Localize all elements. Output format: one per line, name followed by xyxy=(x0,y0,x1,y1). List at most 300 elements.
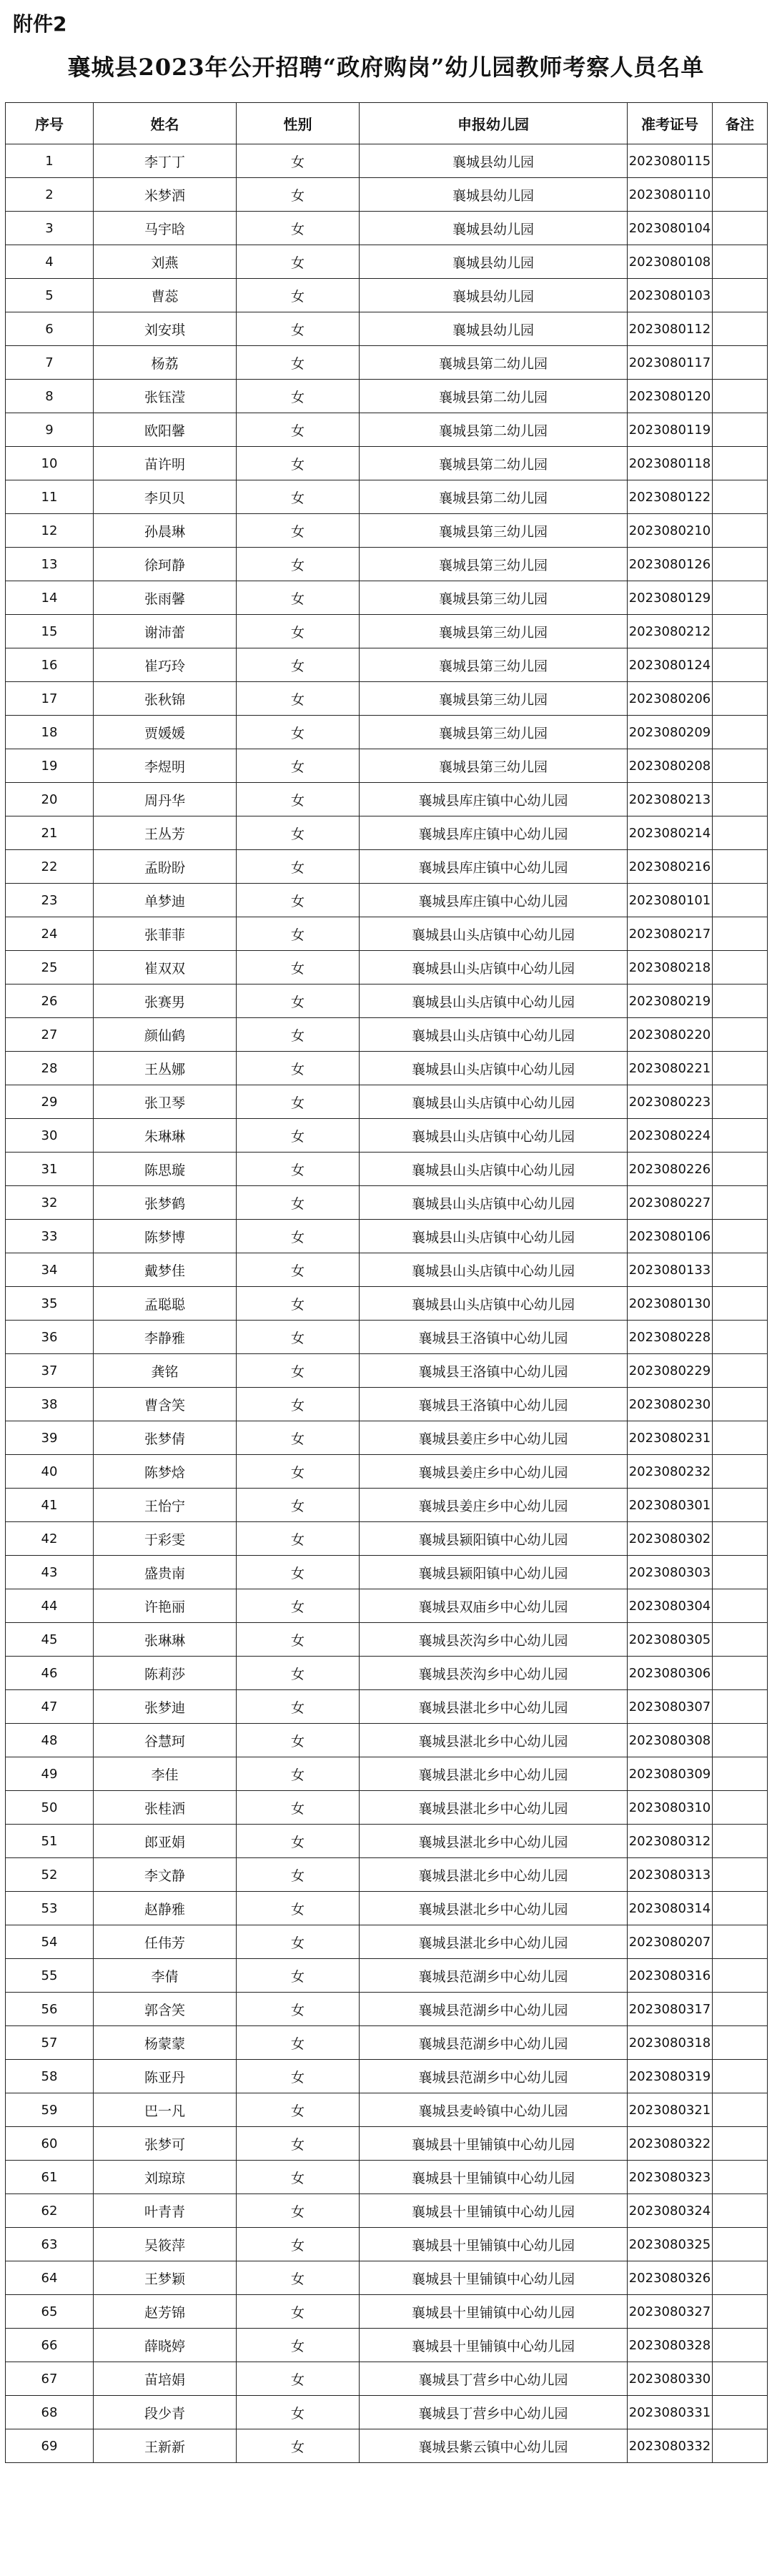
cell-kindergarten: 襄城县幼儿园 xyxy=(360,279,628,312)
table-row xyxy=(6,850,768,884)
cell-remark xyxy=(713,144,768,178)
cell-gender: 女 xyxy=(237,884,360,917)
cell-gender: 女 xyxy=(237,917,360,951)
table-row xyxy=(6,346,768,380)
table-row xyxy=(6,716,768,749)
cell-remark xyxy=(713,1993,768,2026)
cell-name: 赵芳锦 xyxy=(94,2295,237,2329)
cell-remark xyxy=(713,1388,768,1421)
cell-kindergarten: 襄城县王洛镇中心幼儿园 xyxy=(360,1321,628,1354)
table-row xyxy=(6,1220,768,1253)
cell-exam-no: 2023080231 xyxy=(628,1421,713,1455)
cell-gender: 女 xyxy=(237,212,360,245)
cell-index: 61 xyxy=(6,2161,94,2194)
cell-exam-no: 2023080119 xyxy=(628,413,713,447)
cell-name: 周丹华 xyxy=(94,783,237,816)
cell-name: 陈思璇 xyxy=(94,1153,237,1186)
header-gender: 性别 xyxy=(237,103,360,144)
cell-kindergarten: 襄城县第三幼儿园 xyxy=(360,749,628,783)
cell-name: 孟聪聪 xyxy=(94,1287,237,1321)
cell-name: 薛晓婷 xyxy=(94,2329,237,2362)
table-row xyxy=(6,2060,768,2093)
cell-gender: 女 xyxy=(237,447,360,480)
cell-exam-no: 2023080307 xyxy=(628,1690,713,1724)
cell-exam-no: 2023080104 xyxy=(628,212,713,245)
cell-remark xyxy=(713,884,768,917)
cell-index: 19 xyxy=(6,749,94,783)
cell-remark xyxy=(713,1892,768,1925)
cell-name: 张梦倩 xyxy=(94,1421,237,1455)
cell-exam-no: 2023080106 xyxy=(628,1220,713,1253)
cell-gender: 女 xyxy=(237,1388,360,1421)
cell-exam-no: 2023080133 xyxy=(628,1253,713,1287)
cell-gender: 女 xyxy=(237,1724,360,1757)
cell-exam-no: 2023080301 xyxy=(628,1489,713,1522)
cell-index: 10 xyxy=(6,447,94,480)
cell-kindergarten: 襄城县山头店镇中心幼儿园 xyxy=(360,1220,628,1253)
table-row xyxy=(6,2261,768,2295)
cell-name: 刘安琪 xyxy=(94,312,237,346)
cell-gender: 女 xyxy=(237,581,360,615)
table-row xyxy=(6,1052,768,1085)
table-row xyxy=(6,749,768,783)
cell-name: 马宇晗 xyxy=(94,212,237,245)
cell-kindergarten: 襄城县十里铺镇中心幼儿园 xyxy=(360,2127,628,2161)
cell-gender: 女 xyxy=(237,2093,360,2127)
table-row xyxy=(6,548,768,581)
cell-exam-no: 2023080129 xyxy=(628,581,713,615)
cell-remark xyxy=(713,1052,768,1085)
cell-index: 66 xyxy=(6,2329,94,2362)
table-row xyxy=(6,1253,768,1287)
cell-exam-no: 2023080314 xyxy=(628,1892,713,1925)
cell-gender: 女 xyxy=(237,413,360,447)
cell-index: 69 xyxy=(6,2429,94,2463)
cell-gender: 女 xyxy=(237,2127,360,2161)
table-row xyxy=(6,1018,768,1052)
cell-index: 27 xyxy=(6,1018,94,1052)
table-row xyxy=(6,1791,768,1825)
cell-exam-no: 2023080312 xyxy=(628,1825,713,1858)
cell-gender: 女 xyxy=(237,2194,360,2228)
table-row xyxy=(6,1421,768,1455)
table-row xyxy=(6,1690,768,1724)
cell-gender: 女 xyxy=(237,1287,360,1321)
table-row xyxy=(6,615,768,648)
cell-remark xyxy=(713,413,768,447)
cell-remark xyxy=(713,2026,768,2060)
table-row xyxy=(6,1724,768,1757)
cell-kindergarten: 襄城县第三幼儿园 xyxy=(360,514,628,548)
cell-index: 11 xyxy=(6,480,94,514)
cell-remark xyxy=(713,2161,768,2194)
cell-kindergarten: 襄城县十里铺镇中心幼儿园 xyxy=(360,2161,628,2194)
cell-remark xyxy=(713,2396,768,2429)
cell-name: 李丁丁 xyxy=(94,144,237,178)
cell-remark xyxy=(713,1522,768,1556)
cell-index: 15 xyxy=(6,615,94,648)
cell-kindergarten: 襄城县第三幼儿园 xyxy=(360,648,628,682)
cell-exam-no: 2023080306 xyxy=(628,1657,713,1690)
cell-remark xyxy=(713,380,768,413)
cell-index: 41 xyxy=(6,1489,94,1522)
cell-name: 王丛芳 xyxy=(94,816,237,850)
cell-gender: 女 xyxy=(237,1489,360,1522)
cell-kindergarten: 襄城县湛北乡中心幼儿园 xyxy=(360,1858,628,1892)
cell-name: 吴筱萍 xyxy=(94,2228,237,2261)
header-exam-no: 准考证号 xyxy=(628,103,713,144)
cell-name: 李倩 xyxy=(94,1959,237,1993)
document-title: 襄城县2023年公开招聘“政府购岗”幼儿园教师考察人员名单 xyxy=(67,54,705,81)
cell-remark xyxy=(713,1657,768,1690)
cell-index: 36 xyxy=(6,1321,94,1354)
cell-remark xyxy=(713,2194,768,2228)
cell-name: 陈亚丹 xyxy=(94,2060,237,2093)
cell-remark xyxy=(713,1791,768,1825)
table-row xyxy=(6,1757,768,1791)
cell-gender: 女 xyxy=(237,1858,360,1892)
cell-exam-no: 2023080230 xyxy=(628,1388,713,1421)
cell-gender: 女 xyxy=(237,346,360,380)
table-row xyxy=(6,984,768,1018)
cell-exam-no: 2023080228 xyxy=(628,1321,713,1354)
table-row xyxy=(6,1455,768,1489)
cell-name: 郎亚娟 xyxy=(94,1825,237,1858)
table-row xyxy=(6,783,768,816)
cell-index: 44 xyxy=(6,1589,94,1623)
cell-index: 18 xyxy=(6,716,94,749)
cell-index: 68 xyxy=(6,2396,94,2429)
cell-name: 张赛男 xyxy=(94,984,237,1018)
cell-index: 37 xyxy=(6,1354,94,1388)
cell-index: 14 xyxy=(6,581,94,615)
cell-kindergarten: 襄城县库庄镇中心幼儿园 xyxy=(360,816,628,850)
cell-index: 58 xyxy=(6,2060,94,2093)
cell-remark xyxy=(713,1354,768,1388)
cell-exam-no: 2023080209 xyxy=(628,716,713,749)
cell-name: 盛贵南 xyxy=(94,1556,237,1589)
cell-name: 米梦洒 xyxy=(94,178,237,212)
cell-gender: 女 xyxy=(237,2026,360,2060)
cell-gender: 女 xyxy=(237,380,360,413)
cell-index: 62 xyxy=(6,2194,94,2228)
cell-exam-no: 2023080220 xyxy=(628,1018,713,1052)
cell-name: 谷慧珂 xyxy=(94,1724,237,1757)
cell-name: 段少青 xyxy=(94,2396,237,2429)
cell-kindergarten: 襄城县幼儿园 xyxy=(360,212,628,245)
cell-index: 56 xyxy=(6,1993,94,2026)
cell-remark xyxy=(713,245,768,279)
cell-kindergarten: 襄城县山头店镇中心幼儿园 xyxy=(360,984,628,1018)
cell-gender: 女 xyxy=(237,2261,360,2295)
cell-gender: 女 xyxy=(237,514,360,548)
table-body xyxy=(6,144,768,2463)
cell-exam-no: 2023080226 xyxy=(628,1153,713,1186)
cell-gender: 女 xyxy=(237,615,360,648)
cell-index: 13 xyxy=(6,548,94,581)
table-row xyxy=(6,2228,768,2261)
cell-exam-no: 2023080324 xyxy=(628,2194,713,2228)
cell-remark xyxy=(713,1287,768,1321)
cell-kindergarten: 襄城县山头店镇中心幼儿园 xyxy=(360,917,628,951)
table-row xyxy=(6,514,768,548)
cell-exam-no: 2023080309 xyxy=(628,1757,713,1791)
cell-exam-no: 2023080224 xyxy=(628,1119,713,1153)
cell-kindergarten: 襄城县第二幼儿园 xyxy=(360,413,628,447)
cell-kindergarten: 襄城县丁营乡中心幼儿园 xyxy=(360,2362,628,2396)
cell-gender: 女 xyxy=(237,1052,360,1085)
cell-kindergarten: 襄城县茨沟乡中心幼儿园 xyxy=(360,1623,628,1657)
cell-name: 崔双双 xyxy=(94,951,237,984)
cell-index: 40 xyxy=(6,1455,94,1489)
cell-name: 李煜明 xyxy=(94,749,237,783)
cell-remark xyxy=(713,2362,768,2396)
cell-index: 42 xyxy=(6,1522,94,1556)
cell-kindergarten: 襄城县茨沟乡中心幼儿园 xyxy=(360,1657,628,1690)
cell-kindergarten: 襄城县姜庄乡中心幼儿园 xyxy=(360,1489,628,1522)
table-row xyxy=(6,1354,768,1388)
table-row xyxy=(6,1657,768,1690)
cell-gender: 女 xyxy=(237,1791,360,1825)
cell-name: 张卫琴 xyxy=(94,1085,237,1119)
cell-index: 25 xyxy=(6,951,94,984)
cell-index: 12 xyxy=(6,514,94,548)
table-row xyxy=(6,1085,768,1119)
cell-kindergarten: 襄城县幼儿园 xyxy=(360,312,628,346)
cell-gender: 女 xyxy=(237,2161,360,2194)
cell-name: 曹含笑 xyxy=(94,1388,237,1421)
table-row xyxy=(6,917,768,951)
cell-gender: 女 xyxy=(237,1220,360,1253)
cell-name: 张琳琳 xyxy=(94,1623,237,1657)
table-row xyxy=(6,1993,768,2026)
table-row xyxy=(6,581,768,615)
cell-kindergarten: 襄城县双庙乡中心幼儿园 xyxy=(360,1589,628,1623)
cell-index: 21 xyxy=(6,816,94,850)
table-row xyxy=(6,380,768,413)
cell-index: 33 xyxy=(6,1220,94,1253)
cell-exam-no: 2023080112 xyxy=(628,312,713,346)
cell-name: 戴梦佳 xyxy=(94,1253,237,1287)
cell-gender: 女 xyxy=(237,951,360,984)
table-row xyxy=(6,2295,768,2329)
cell-name: 王怡宁 xyxy=(94,1489,237,1522)
cell-kindergarten: 襄城县第三幼儿园 xyxy=(360,716,628,749)
cell-name: 单梦迪 xyxy=(94,884,237,917)
cell-index: 51 xyxy=(6,1825,94,1858)
cell-kindergarten: 襄城县库庄镇中心幼儿园 xyxy=(360,884,628,917)
cell-index: 60 xyxy=(6,2127,94,2161)
cell-index: 48 xyxy=(6,1724,94,1757)
cell-exam-no: 2023080118 xyxy=(628,447,713,480)
cell-kindergarten: 襄城县第二幼儿园 xyxy=(360,480,628,514)
cell-name: 刘琼琼 xyxy=(94,2161,237,2194)
cell-exam-no: 2023080323 xyxy=(628,2161,713,2194)
cell-remark xyxy=(713,749,768,783)
cell-kindergarten: 襄城县范湖乡中心幼儿园 xyxy=(360,1959,628,1993)
cell-index: 67 xyxy=(6,2362,94,2396)
cell-gender: 女 xyxy=(237,1085,360,1119)
cell-name: 杨荔 xyxy=(94,346,237,380)
cell-name: 杨蒙蒙 xyxy=(94,2026,237,2060)
cell-kindergarten: 襄城县第三幼儿园 xyxy=(360,548,628,581)
cell-remark xyxy=(713,1757,768,1791)
cell-exam-no: 2023080303 xyxy=(628,1556,713,1589)
cell-exam-no: 2023080117 xyxy=(628,346,713,380)
cell-exam-no: 2023080327 xyxy=(628,2295,713,2329)
cell-index: 29 xyxy=(6,1085,94,1119)
cell-kindergarten: 襄城县湛北乡中心幼儿园 xyxy=(360,1825,628,1858)
cell-index: 1 xyxy=(6,144,94,178)
cell-gender: 女 xyxy=(237,1119,360,1153)
cell-gender: 女 xyxy=(237,783,360,816)
cell-index: 52 xyxy=(6,1858,94,1892)
annex-label: 附件2 xyxy=(13,12,67,36)
cell-kindergarten: 襄城县库庄镇中心幼儿园 xyxy=(360,783,628,816)
cell-exam-no: 2023080308 xyxy=(628,1724,713,1757)
table-row xyxy=(6,951,768,984)
cell-name: 于彩雯 xyxy=(94,1522,237,1556)
cell-index: 22 xyxy=(6,850,94,884)
cell-kindergarten: 襄城县湛北乡中心幼儿园 xyxy=(360,1724,628,1757)
cell-exam-no: 2023080305 xyxy=(628,1623,713,1657)
cell-exam-no: 2023080103 xyxy=(628,279,713,312)
cell-kindergarten: 襄城县颍阳镇中心幼儿园 xyxy=(360,1556,628,1589)
cell-gender: 女 xyxy=(237,480,360,514)
cell-remark xyxy=(713,514,768,548)
table-row xyxy=(6,178,768,212)
cell-gender: 女 xyxy=(237,749,360,783)
cell-exam-no: 2023080332 xyxy=(628,2429,713,2463)
cell-name: 孙晨琳 xyxy=(94,514,237,548)
cell-kindergarten: 襄城县十里铺镇中心幼儿园 xyxy=(360,2261,628,2295)
cell-name: 巴一凡 xyxy=(94,2093,237,2127)
cell-kindergarten: 襄城县湛北乡中心幼儿园 xyxy=(360,1925,628,1959)
cell-kindergarten: 襄城县十里铺镇中心幼儿园 xyxy=(360,2194,628,2228)
cell-kindergarten: 襄城县幼儿园 xyxy=(360,178,628,212)
cell-index: 8 xyxy=(6,380,94,413)
cell-remark xyxy=(713,312,768,346)
cell-remark xyxy=(713,1186,768,1220)
cell-remark xyxy=(713,346,768,380)
cell-name: 苗许明 xyxy=(94,447,237,480)
cell-index: 20 xyxy=(6,783,94,816)
cell-exam-no: 2023080229 xyxy=(628,1354,713,1388)
table-row xyxy=(6,2362,768,2396)
cell-kindergarten: 襄城县山头店镇中心幼儿园 xyxy=(360,1153,628,1186)
cell-remark xyxy=(713,1489,768,1522)
cell-gender: 女 xyxy=(237,144,360,178)
cell-gender: 女 xyxy=(237,1556,360,1589)
cell-remark xyxy=(713,2127,768,2161)
table-row xyxy=(6,1556,768,1589)
cell-remark xyxy=(713,1085,768,1119)
table-row xyxy=(6,1925,768,1959)
cell-exam-no: 2023080330 xyxy=(628,2362,713,2396)
table-row xyxy=(6,816,768,850)
table-row xyxy=(6,1321,768,1354)
cell-gender: 女 xyxy=(237,1589,360,1623)
cell-remark xyxy=(713,178,768,212)
cell-kindergarten: 襄城县麦岭镇中心幼儿园 xyxy=(360,2093,628,2127)
cell-remark xyxy=(713,615,768,648)
cell-remark xyxy=(713,1724,768,1757)
cell-gender: 女 xyxy=(237,178,360,212)
cell-kindergarten: 襄城县范湖乡中心幼儿园 xyxy=(360,1993,628,2026)
cell-gender: 女 xyxy=(237,1757,360,1791)
cell-index: 26 xyxy=(6,984,94,1018)
cell-remark xyxy=(713,1421,768,1455)
cell-exam-no: 2023080124 xyxy=(628,648,713,682)
cell-exam-no: 2023080316 xyxy=(628,1959,713,1993)
cell-remark xyxy=(713,682,768,716)
cell-exam-no: 2023080214 xyxy=(628,816,713,850)
cell-remark xyxy=(713,2295,768,2329)
cell-name: 徐珂静 xyxy=(94,548,237,581)
cell-exam-no: 2023080210 xyxy=(628,514,713,548)
table-header-row xyxy=(6,103,768,144)
cell-kindergarten: 襄城县姜庄乡中心幼儿园 xyxy=(360,1421,628,1455)
cell-index: 30 xyxy=(6,1119,94,1153)
cell-remark xyxy=(713,648,768,682)
cell-kindergarten: 襄城县山头店镇中心幼儿园 xyxy=(360,1253,628,1287)
cell-remark xyxy=(713,1589,768,1623)
cell-gender: 女 xyxy=(237,1959,360,1993)
cell-index: 3 xyxy=(6,212,94,245)
cell-gender: 女 xyxy=(237,648,360,682)
cell-exam-no: 2023080331 xyxy=(628,2396,713,2429)
cell-name: 张梦鹤 xyxy=(94,1186,237,1220)
table-row xyxy=(6,1186,768,1220)
cell-name: 朱琳琳 xyxy=(94,1119,237,1153)
cell-gender: 女 xyxy=(237,1421,360,1455)
cell-index: 35 xyxy=(6,1287,94,1321)
cell-remark xyxy=(713,2093,768,2127)
table-row xyxy=(6,1388,768,1421)
header-index: 序号 xyxy=(6,103,94,144)
table-row xyxy=(6,2429,768,2463)
table-row xyxy=(6,2161,768,2194)
table-row xyxy=(6,447,768,480)
cell-gender: 女 xyxy=(237,1825,360,1858)
cell-index: 24 xyxy=(6,917,94,951)
cell-kindergarten: 襄城县山头店镇中心幼儿园 xyxy=(360,951,628,984)
cell-remark xyxy=(713,1455,768,1489)
cell-index: 46 xyxy=(6,1657,94,1690)
table-row xyxy=(6,279,768,312)
cell-name: 龚铭 xyxy=(94,1354,237,1388)
cell-kindergarten: 襄城县第二幼儿园 xyxy=(360,447,628,480)
cell-gender: 女 xyxy=(237,245,360,279)
cell-gender: 女 xyxy=(237,1253,360,1287)
cell-remark xyxy=(713,548,768,581)
cell-exam-no: 2023080206 xyxy=(628,682,713,716)
cell-gender: 女 xyxy=(237,1690,360,1724)
cell-kindergarten: 襄城县范湖乡中心幼儿园 xyxy=(360,2026,628,2060)
cell-kindergarten: 襄城县十里铺镇中心幼儿园 xyxy=(360,2329,628,2362)
candidate-table xyxy=(5,102,768,2463)
header-kindergarten: 申报幼儿园 xyxy=(360,103,628,144)
cell-index: 59 xyxy=(6,2093,94,2127)
cell-name: 孟盼盼 xyxy=(94,850,237,884)
cell-exam-no: 2023080126 xyxy=(628,548,713,581)
cell-remark xyxy=(713,1556,768,1589)
cell-remark xyxy=(713,1858,768,1892)
cell-kindergarten: 襄城县幼儿园 xyxy=(360,245,628,279)
cell-kindergarten: 襄城县山头店镇中心幼儿园 xyxy=(360,1085,628,1119)
cell-remark xyxy=(713,1321,768,1354)
cell-remark xyxy=(713,951,768,984)
